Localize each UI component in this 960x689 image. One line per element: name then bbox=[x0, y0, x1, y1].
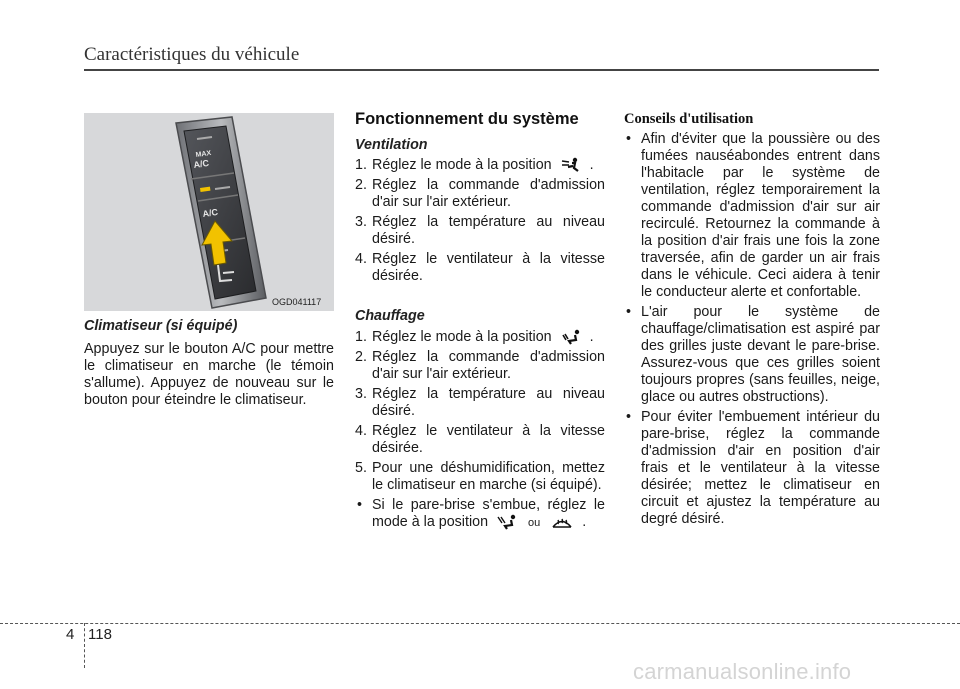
ac-paragraph: Appuyez sur le bouton A/C pour mettre le climatiseur en marche (le témoin s'allume). Appuyez de nouveau sur le bouton pour éteindre le climatiseur. bbox=[84, 341, 334, 408]
tips-list bbox=[624, 131, 880, 531]
chauffage-step bbox=[355, 423, 605, 457]
or-label: ou bbox=[528, 517, 541, 529]
tips-heading: Conseils d'utilisation bbox=[624, 111, 754, 127]
step-end: . bbox=[589, 157, 594, 173]
chauffage-step bbox=[355, 329, 605, 346]
step-text: Réglez le ventilateur à la vitesse désirée. bbox=[372, 251, 605, 284]
page-number: 118 bbox=[88, 626, 112, 643]
tip-text: Pour éviter l'embuement intérieur du pare-brise, réglez la commande d'admission d'air en position d'air frais et le ventilateur à la vitesse désirée; mettez le climatiseur en circuit et ajustez la température au degré désiré. bbox=[641, 409, 880, 527]
page-header-title: Caractéristiques du véhicule bbox=[84, 44, 300, 65]
defrost-mode-icon bbox=[550, 514, 574, 530]
step-text: Réglez la température au niveau désiré. bbox=[372, 386, 605, 419]
step-text: Pour une déshumidification, mettez le climatiseur en marche (si équipé). bbox=[372, 460, 605, 493]
defog-tip bbox=[355, 497, 605, 532]
section-heading: Fonctionnement du système bbox=[355, 110, 579, 128]
step-number: 1. bbox=[355, 157, 367, 173]
tip-item bbox=[624, 304, 880, 406]
step-text: Réglez le ventilateur à la vitesse désirée. bbox=[372, 423, 605, 456]
watermark: carmanualsonline.info bbox=[633, 659, 852, 684]
step-number: 2. bbox=[355, 177, 367, 193]
ac-heading: Climatiseur (si équipé) bbox=[84, 318, 238, 334]
step-text: Réglez la commande d'admission d'air sur l'air extérieur. bbox=[372, 349, 605, 382]
chapter-number: 4 bbox=[66, 626, 75, 643]
tip-text: Afin d'éviter que la poussière ou des fumées nauséabondes entrent dans l'habitacle par le système de ventilation, réglez temporairement la commande d'admission d'air sur air recirculé. Retournez la commande à la position d'air frais une fois la zone traversée, afin de garder un air frais dans le véhicule. Ceci aidera à tenir le conducteur alerte et confortable. bbox=[641, 131, 880, 300]
step-number: 2. bbox=[355, 349, 367, 365]
ac-label: A/C bbox=[201, 206, 219, 219]
floor-heat-mode-icon bbox=[560, 329, 582, 345]
footer-divider bbox=[84, 623, 85, 668]
face-vent-mode-icon bbox=[560, 157, 582, 173]
ventilation-step bbox=[355, 251, 605, 285]
step-text: Réglez le mode à la position bbox=[372, 157, 552, 173]
chauffage-heading: Chauffage bbox=[355, 308, 425, 324]
floor-defrost-mode-icon bbox=[496, 514, 518, 530]
chauffage-step bbox=[355, 460, 605, 494]
ac-control-panel-drawing bbox=[84, 113, 334, 311]
ventilation-step bbox=[355, 157, 605, 174]
tip-item bbox=[624, 409, 880, 528]
bullet: • bbox=[626, 409, 632, 425]
tip-text: L'air pour le système de chauffage/climatisation est aspiré par des grilles juste devant le pare-brise. Assurez-vous que ces grilles soient toujours propres (sans feuilles, neige, glace ou autres obstructions). bbox=[641, 304, 880, 405]
defog-tip-end: . bbox=[582, 514, 587, 530]
bullet: • bbox=[357, 497, 363, 513]
step-number: 3. bbox=[355, 386, 367, 402]
defog-tip-text: Si le pare-brise s'embue, réglez le mode à la position bbox=[372, 497, 605, 530]
footer-rule bbox=[0, 623, 960, 624]
ventilation-heading: Ventilation bbox=[355, 137, 428, 153]
step-number: 5. bbox=[355, 460, 367, 476]
ventilation-step bbox=[355, 177, 605, 211]
chauffage-steps bbox=[355, 329, 605, 535]
ac-button-illustration bbox=[84, 113, 334, 311]
chauffage-step bbox=[355, 349, 605, 383]
max-label: MAX bbox=[195, 149, 212, 159]
header-rule bbox=[84, 69, 879, 71]
chauffage-step bbox=[355, 386, 605, 420]
step-number: 3. bbox=[355, 214, 367, 230]
step-number: 1. bbox=[355, 329, 367, 345]
ventilation-step bbox=[355, 214, 605, 248]
figure-code: OGD041117 bbox=[272, 297, 322, 307]
bullet: • bbox=[626, 131, 632, 147]
step-end: . bbox=[589, 329, 594, 345]
max-ac-label: A/C bbox=[192, 157, 210, 170]
bullet: • bbox=[626, 304, 632, 320]
step-text: Réglez la commande d'admission d'air sur l'air extérieur. bbox=[372, 177, 605, 210]
tip-item bbox=[624, 131, 880, 301]
ventilation-steps bbox=[355, 157, 605, 288]
step-text: Réglez le mode à la position bbox=[372, 329, 552, 345]
step-text: Réglez la température au niveau désiré. bbox=[372, 214, 605, 247]
step-number: 4. bbox=[355, 251, 367, 267]
step-number: 4. bbox=[355, 423, 367, 439]
